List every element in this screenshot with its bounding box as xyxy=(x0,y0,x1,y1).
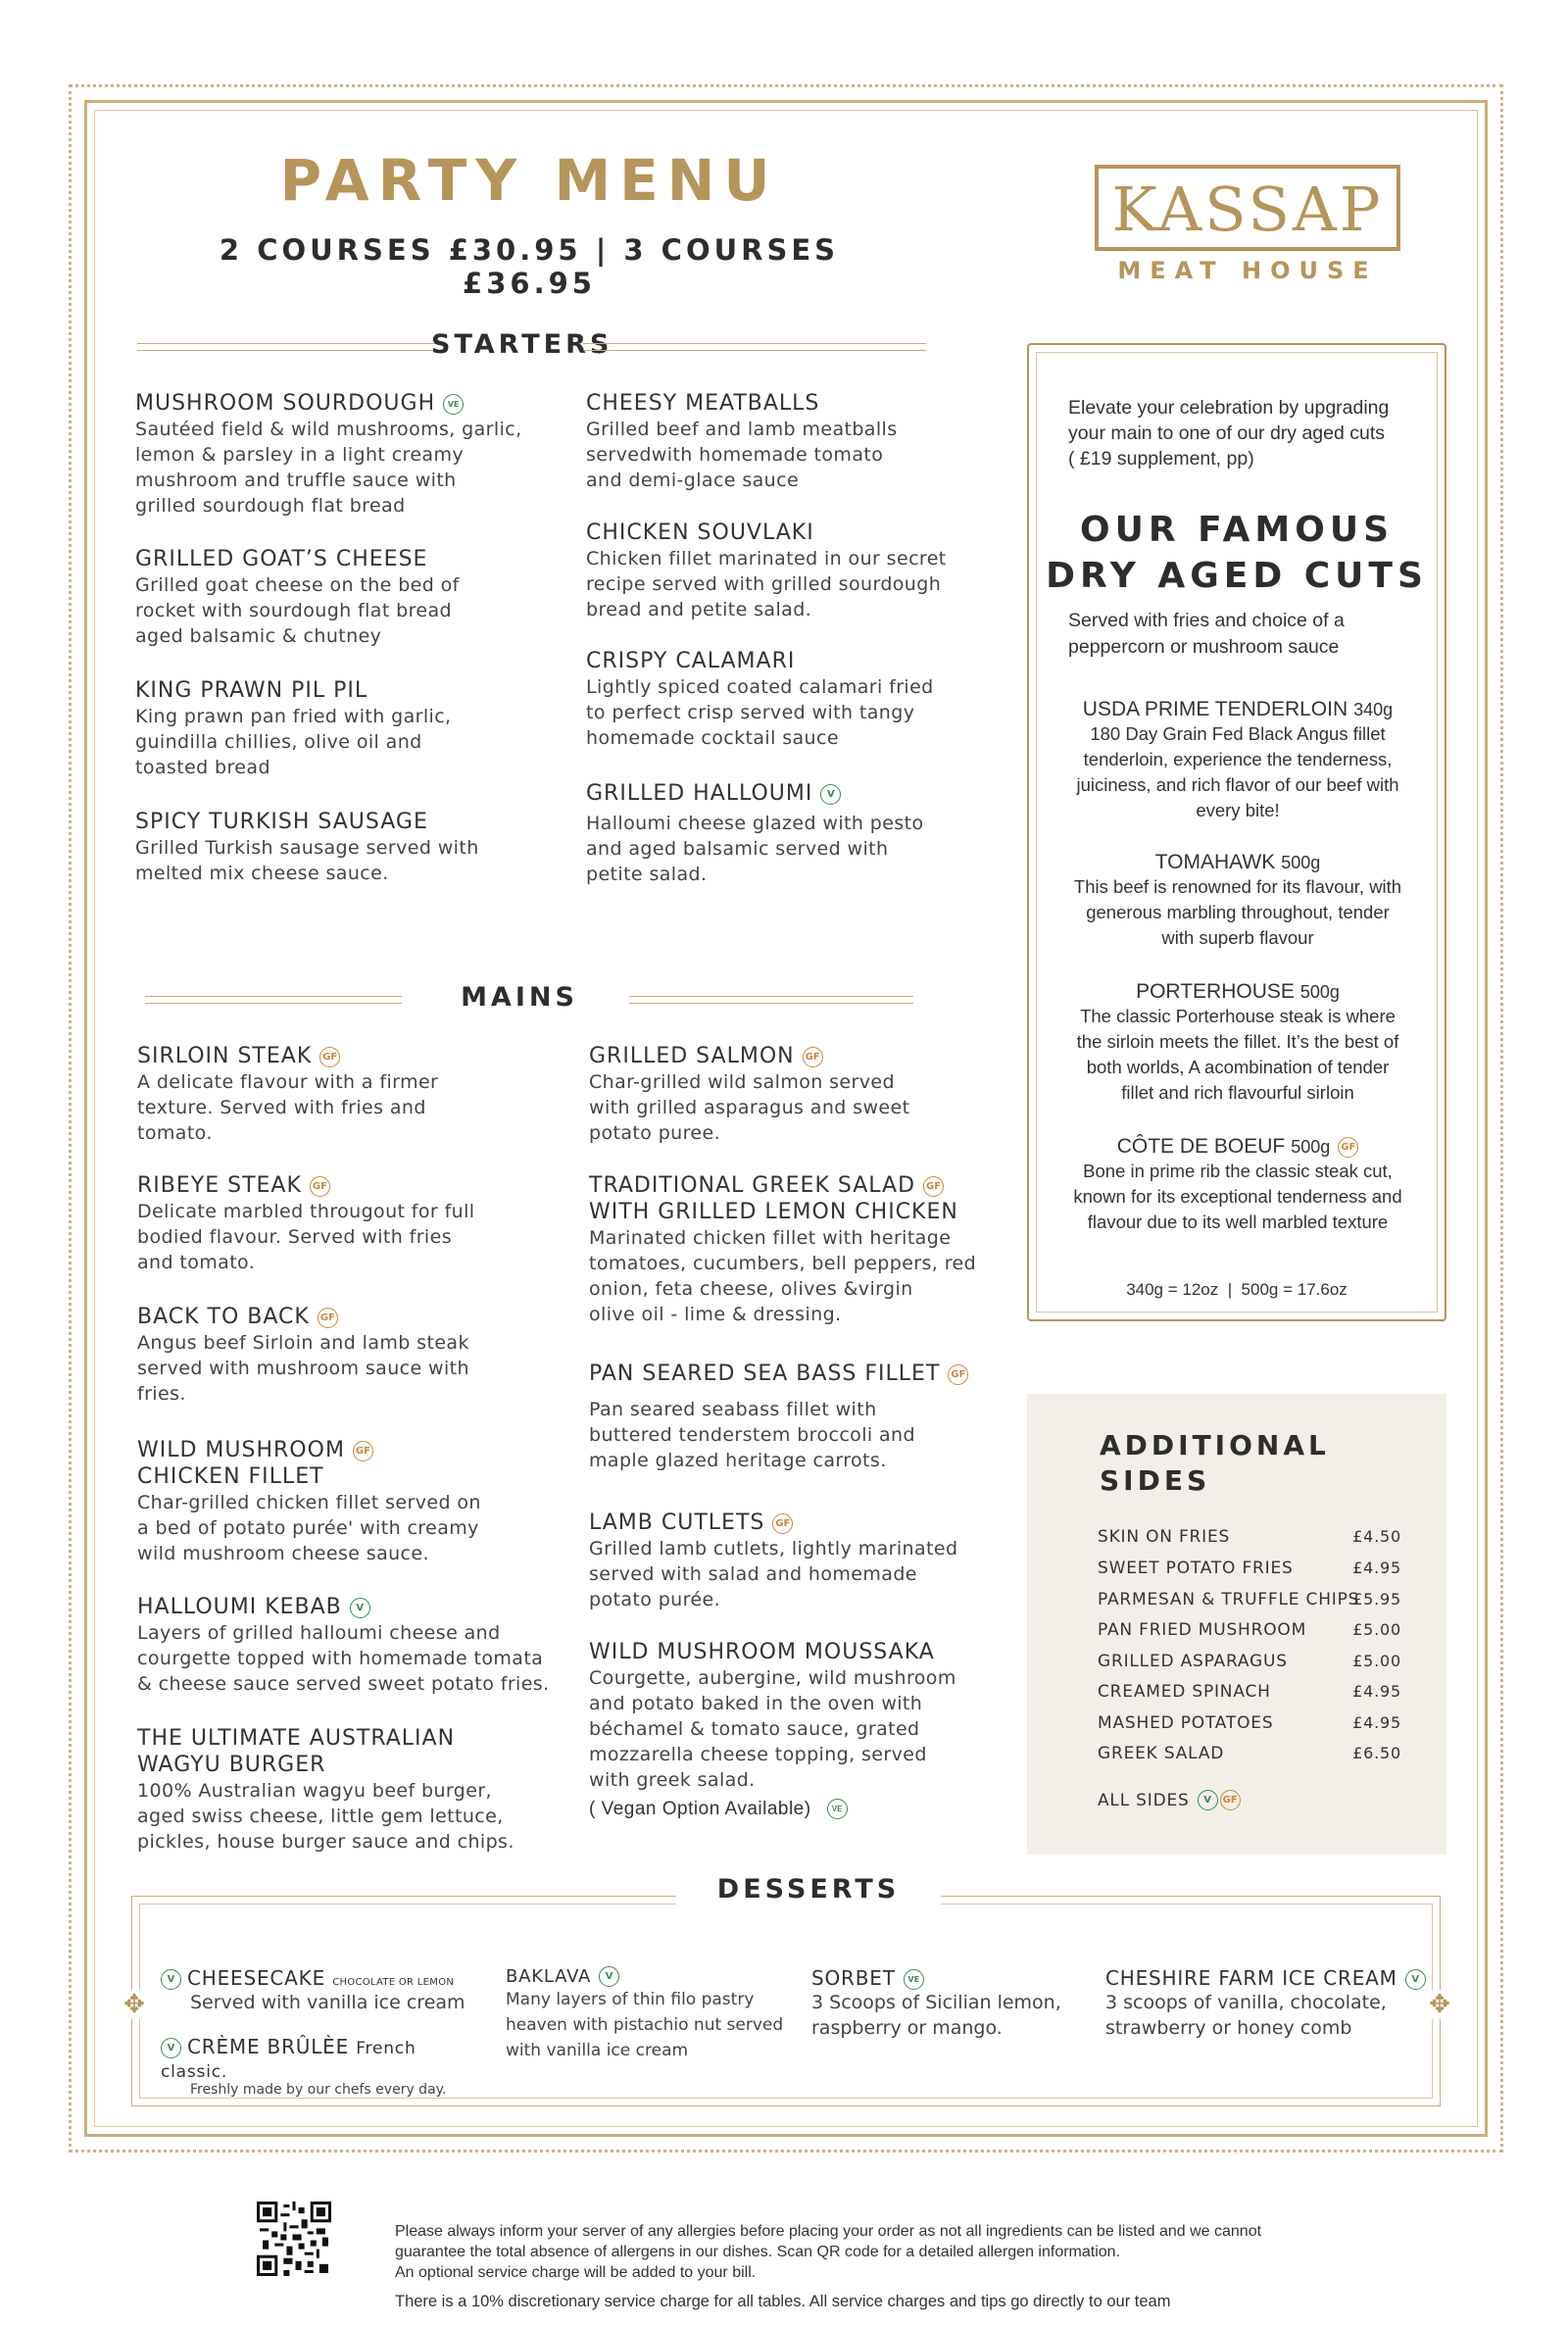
side-row: SWEET POTATO FRIES £4.95 xyxy=(1098,1559,1401,1578)
vegetarian-badge-icon: V xyxy=(161,2038,181,2058)
brand-logo xyxy=(1095,165,1400,251)
vegan-option-note: ( Vegan Option Available) xyxy=(589,1799,811,1819)
all-sides-note: ALL SIDES V GF xyxy=(1098,1790,1241,1810)
gluten-free-badge-icon: GF xyxy=(948,1364,968,1385)
gluten-free-badge-icon: GF xyxy=(772,1513,793,1534)
brand-name: KASSAP xyxy=(1111,173,1384,245)
item-name: GRILLED SALMON xyxy=(589,1044,795,1068)
menu-item: RIBEYE STEAK GF Delicate marbled througout for full bodied flavour. Served with fries and tomato. xyxy=(137,1173,475,1273)
menu-item: CHEESY MEATBALLS Grilled beef and lamb meatballs servedwith homemade tomato and demi-glace sauce xyxy=(586,390,998,493)
cuts-heading-2: DRY AGED CUTS xyxy=(1046,556,1428,596)
brand-subtitle: MEAT HOUSE xyxy=(1117,257,1378,284)
item-name: CRISPY CALAMARI xyxy=(586,649,796,673)
dessert-item-sorbet: SORBET VE 3 Scoops of Sicilian lemon, raspberry or mango. xyxy=(811,1966,1061,2039)
side-row: GREEK SALAD £6.50 xyxy=(1098,1744,1401,1763)
sides-heading-1: ADDITIONAL xyxy=(1100,1429,1330,1461)
dessert-item-ice-cream: CHESHIRE FARM ICE CREAM V 3 scoops of vanilla, chocolate, strawberry or honey comb xyxy=(1105,1966,1429,2041)
vegetarian-badge-icon: V xyxy=(599,1966,619,1987)
item-name: SIRLOIN STEAK xyxy=(137,1044,313,1068)
cut-item: TOMAHAWK 500g This beef is renowned for its flavour, with generous marbling throughout, tender with superb flavour xyxy=(1073,851,1402,948)
item-name: BACK TO BACK xyxy=(137,1305,310,1329)
mains-heading: MAINS xyxy=(461,982,578,1013)
desserts-heading: DESSERTS xyxy=(716,1874,901,1905)
item-name: PAN SEARED SEA BASS FILLET xyxy=(589,1361,941,1386)
page-title: PARTY MENU xyxy=(279,147,779,214)
item-name: TRADITIONAL GREEK SALAD xyxy=(589,1173,916,1198)
qr-code-icon[interactable] xyxy=(257,2202,331,2276)
menu-item: WILD MUSHROOM GF CHICKEN FILLET Char-grilled chicken fillet served on a bed of potato purée' with creamy wild mushroom cheese sauce. xyxy=(137,1438,481,1564)
mains-rule-left xyxy=(145,996,402,1004)
dessert-item-creme-brulee: V CRÈME BRÛLÈE French classic. Freshly made by our chefs every day. xyxy=(161,2035,447,2098)
sides-heading-2: SIDES xyxy=(1100,1464,1211,1497)
cuts-subtitle: Served with fries and choice of a peppercorn or mushroom sauce xyxy=(1068,610,1345,658)
side-row: MASHED POTATOES £4.95 xyxy=(1098,1713,1401,1733)
item-name: WILD MUSHROOM MOUSSAKA xyxy=(589,1640,935,1664)
cut-item: USDA PRIME TENDERLOIN 340g 180 Day Grain Fed Black Angus fillet tenderloin, experience the tenderness, juiciness, and rich flavor of our beef with every bite! xyxy=(1076,698,1399,820)
menu-item: PAN SEARED SEA BASS FILLET GF Pan seared seabass fillet with buttered tenderstem broccoli and maple glazed heritage carrots. xyxy=(589,1361,1010,1473)
gluten-free-badge-icon: GF xyxy=(1338,1137,1358,1158)
item-name: RIBEYE STEAK xyxy=(137,1173,302,1198)
menu-item: GRILLED HALLOUMI V Halloumi cheese glazed with pesto and aged balsamic served with petite salad. xyxy=(586,781,924,885)
starters-rule-left xyxy=(137,343,436,351)
menu-item: CHICKEN SOUVLAKI Chicken fillet marinated in our secret recipe served with grilled sourdough bread and petite salad. xyxy=(586,520,998,622)
menu-item: SIRLOIN STEAK GF A delicate flavour with a firmer texture. Served with fries and tomato. xyxy=(137,1044,439,1144)
item-name: CHEESY MEATBALLS xyxy=(586,391,820,416)
weight-conversion: 340g = 12oz | 500g = 17.6oz xyxy=(1126,1280,1348,1299)
cuts-intro: Elevate your celebration by upgrading your main to one of our dry aged cuts ( £19 supplement, pp) xyxy=(1068,397,1390,470)
gluten-free-badge-icon: GF xyxy=(353,1441,373,1461)
menu-item: THE ULTIMATE AUSTRALIAN WAGYU BURGER 100% Australian wagyu beef burger, aged swiss cheese, little gem lettuce, pickles, house burger sauce and chips. xyxy=(137,1725,568,1855)
gluten-free-badge-icon: GF xyxy=(803,1047,823,1067)
item-name: LAMB CUTLETS xyxy=(589,1510,765,1535)
vegan-badge-icon: VE xyxy=(443,394,464,415)
starters-rule-right xyxy=(583,343,926,351)
ornament-right-icon: ✥ xyxy=(1423,1990,1456,2019)
gluten-free-badge-icon: GF xyxy=(1220,1790,1241,1810)
item-name: CHICKEN SOUVLAKI xyxy=(586,520,814,545)
menu-item: CRISPY CALAMARI Lightly spiced coated calamari fried to perfect crisp served with tangy homemade cocktail sauce xyxy=(586,648,998,751)
allergen-notice: Please always inform your server of any allergies before placing your order as not all ingredients can be listed and we cannot guarantee the total absence of allergens in our dishes. Scan QR code for a detailed allergen information. An optional service charge will be added to your bill. xyxy=(395,2223,1262,2281)
vegetarian-badge-icon: V xyxy=(161,1969,181,1990)
side-row: PARMESAN & TRUFFLE CHIPS £5.95 xyxy=(1098,1590,1401,1609)
vegetarian-badge-icon: V xyxy=(820,784,841,805)
menu-item: KING PRAWN PIL PIL King prawn pan fried with garlic, guindilla chillies, olive oil and toasted bread xyxy=(135,677,566,780)
cuts-heading-1: OUR FAMOUS xyxy=(1080,510,1394,550)
vegetarian-badge-icon: V xyxy=(350,1598,370,1618)
service-charge-notice: There is a 10% discretionary service charge for all tables. All service charges and tips go directly to our team xyxy=(395,2293,1171,2310)
menu-item: SPICY TURKISH SAUSAGE Grilled Turkish sausage served with melted mix cheese sauce. xyxy=(135,809,566,886)
menu-item: GRILLED SALMON GF Char-grilled wild salmon served with grilled asparagus and sweet potato puree. xyxy=(589,1044,910,1144)
ornament-left-icon: ✥ xyxy=(118,1990,151,2019)
menu-item: WILD MUSHROOM MOUSSAKA Courgette, aubergine, wild mushroom and potato baked in the oven with béchamel & tomato sauce, grated mozzarella cheese topping, served with greek salad. ( Vegan Option Available) VE xyxy=(589,1639,1010,1820)
vegetarian-badge-icon: V xyxy=(1405,1969,1426,1990)
gluten-free-badge-icon: GF xyxy=(310,1176,330,1197)
dessert-item-cheesecake: V CHEESECAKE CHOCOLATE OR LEMON Served with vanilla ice cream xyxy=(161,1966,474,2015)
cut-item: CÔTE DE BOEUF 500g GF Bone in prime rib the classic steak cut, known for its exceptional tenderness and flavour due to its well marbled texture xyxy=(1073,1135,1402,1232)
item-name: MUSHROOM SOURDOUGH xyxy=(135,391,436,416)
item-name: GRILLED HALLOUMI xyxy=(586,781,813,806)
cut-item: PORTERHOUSE 500g The classic Porterhouse steak is where the sirloin meets the fillet. It’s the best of both worlds, A acombination of tender fillet and rich flavourful sirloin xyxy=(1076,980,1399,1103)
item-name: THE ULTIMATE AUSTRALIAN xyxy=(137,1726,456,1751)
item-name: GRILLED GOAT’S CHEESE xyxy=(135,547,428,571)
starters-heading: STARTERS xyxy=(431,329,613,360)
item-name: SPICY TURKISH SAUSAGE xyxy=(135,810,428,834)
mains-rule-right xyxy=(629,996,913,1004)
item-name: KING PRAWN PIL PIL xyxy=(135,678,368,703)
item-name: HALLOUMI KEBAB xyxy=(137,1595,342,1619)
menu-item: LAMB CUTLETS GF Grilled lamb cutlets, lightly marinated served with salad and homemade potato purée. xyxy=(589,1510,958,1610)
vegan-badge-icon: VE xyxy=(827,1799,848,1819)
side-row: SKIN ON FRIES £4.50 xyxy=(1098,1527,1401,1547)
menu-item: MUSHROOM SOURDOUGH VE Sautéed field & wild mushrooms, garlic, lemon & parsley in a light creamy mushroom and truffle sauce with grilled sourdough flat bread xyxy=(135,391,522,517)
menu-item: BACK TO BACK GF Angus beef Sirloin and lamb steak served with mushroom sauce with fries. xyxy=(137,1305,469,1405)
course-prices: 2 COURSES £30.95 | 3 COURSES £36.95 xyxy=(219,233,840,300)
vegetarian-badge-icon: V xyxy=(1198,1790,1218,1810)
gluten-free-badge-icon: GF xyxy=(923,1176,944,1197)
side-row: CREAMED SPINACH £4.95 xyxy=(1098,1682,1401,1702)
menu-item: TRADITIONAL GREEK SALAD GF WITH GRILLED LEMON CHICKEN Marinated chicken fillet with heritage tomatoes, cucumbers, bell peppers, red onion, feta cheese, olives &virgin olive oil - lime & dressing. xyxy=(589,1173,977,1325)
dessert-item-baklava: BAKLAVA V Many layers of thin filo pastry heaven with pistachio nut served with vanilla ice cream xyxy=(506,1966,784,2060)
menu-item: HALLOUMI KEBAB V Layers of grilled halloumi cheese and courgette topped with homemade tomata & cheese sauce served sweet potato fries. xyxy=(137,1595,550,1695)
gluten-free-badge-icon: GF xyxy=(318,1308,338,1328)
side-row: GRILLED ASPARAGUS £5.00 xyxy=(1098,1652,1401,1671)
item-name: WILD MUSHROOM xyxy=(137,1438,345,1462)
gluten-free-badge-icon: GF xyxy=(319,1047,340,1067)
vegan-badge-icon: VE xyxy=(904,1969,924,1990)
side-row: PAN FRIED MUSHROOM £5.00 xyxy=(1098,1620,1401,1640)
menu-item: GRILLED GOAT’S CHEESE Grilled goat cheese on the bed of rocket with sourdough flat bread aged balsamic & chutney xyxy=(135,546,566,649)
